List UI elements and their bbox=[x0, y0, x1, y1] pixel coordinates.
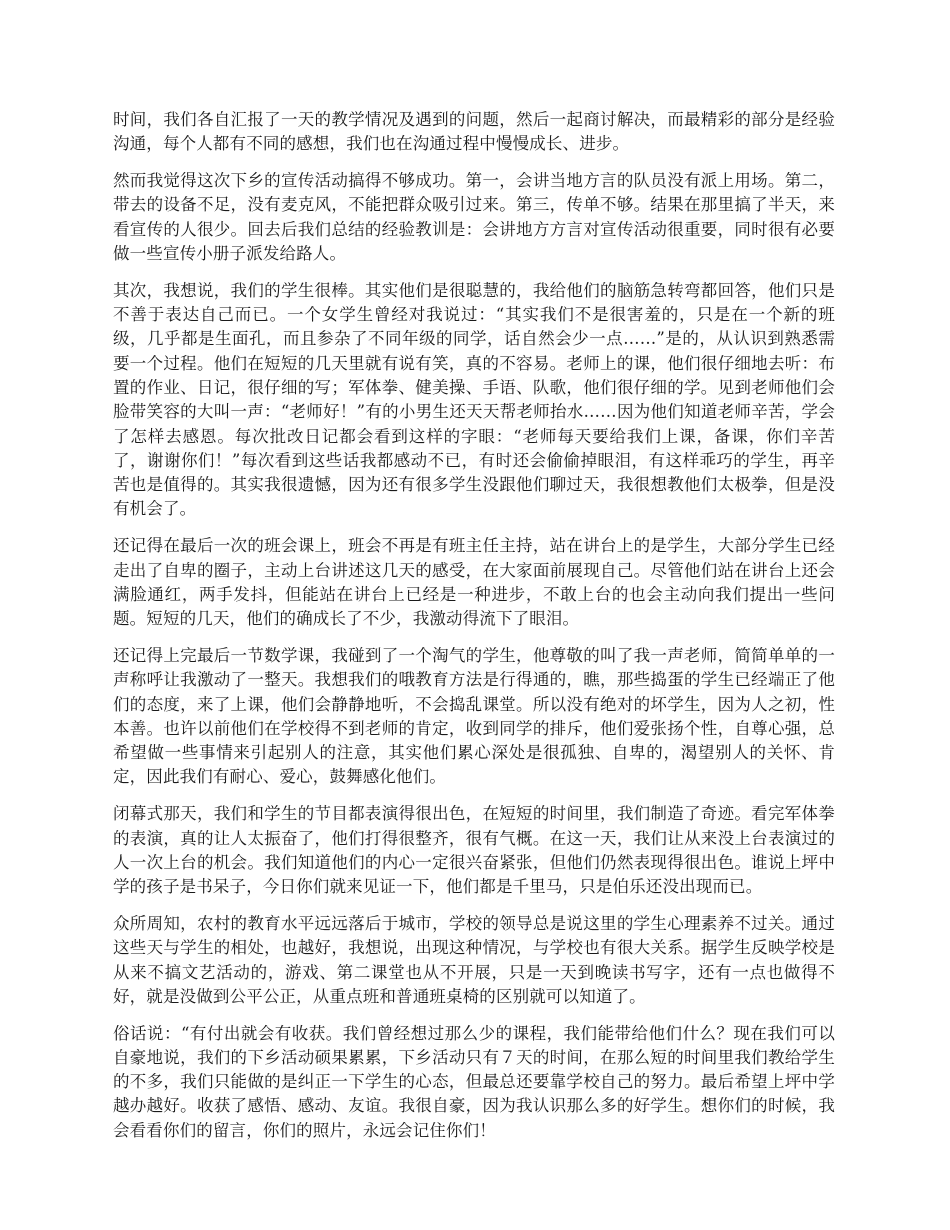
document-body bbox=[113, 108, 835, 1156]
paragraph-4: 还记得在最后一次的班会课上，班会不再是有班主任主持，站在讲台上的是学生，大部分学生已经走出了自卑的圈子，主动上台讲述这几天的感受，在大家面前展现自己。尽管他们站在讲台上还会满脸通红，两手发抖，但能站在讲台上已经是一种进步，不敢上台的也会主动向我们提出一些问题。短短的几天，他们的确成长了不少，我激动得流下了眼泪。 bbox=[113, 536, 835, 629]
paragraph-5: 还记得上完最后一节数学课，我碰到了一个淘气的学生，他尊敬的叫了我一声老师，简简单单的一声称呼让我激动了一整天。我想我们的哦教育方法是行得通的，瞧，那些捣蛋的学生已经端正了他们的态度，来了上课，他们会静静地听，不会捣乱课堂。所以没有绝对的坏学生，因为人之初，性本善。也许以前他们在学校得不到老师的肯定，收到同学的排斥，他们爱张扬个性，自尊心强，总希望做一些事情来引起别人的注意，其实他们累心深处是很孤独、自卑的，渴望别人的关怀、肯定，因此我们有耐心、爱心，鼓舞感化他们。 bbox=[113, 645, 835, 787]
paragraph-8: 俗话说：“有付出就会有收获。我们曾经想过那么少的课程，我们能带给他们什么？现在我们可以自豪地说，我们的下乡活动硕果累累，下乡活动只有７天的时间，在那么短的时间里我们教给学生的不多，我们只能做的是纠正一下学生的心态，但最总还要靠学校自己的努力。最后希望上坪中学越办越好。收获了感悟、感动、友谊。我很自豪，因为我认识那么多的好学生。想你们的时候，我会看看你们的留言，你们的照片，永远会记住你们！ bbox=[113, 1023, 835, 1140]
paragraph-2: 然而我觉得这次下乡的宣传活动搞得不够成功。第一，会讲当地方言的队员没有派上用场。第二，带去的设备不足，没有麦克风，不能把群众吸引过来。第三，传单不够。结果在那里搞了半天，来看宣传的人很少。回去后我们总结的经验教训是：会讲地方方言对宣传活动很重要，同时很有必要做一些宣传小册子派发给路人。 bbox=[113, 171, 835, 263]
paragraph-7: 众所周知，农村的教育水平远远落后于城市，学校的领导总是说这里的学生心理素养不过关。通过这些天与学生的相处，也越好，我想说，出现这种情况，与学校也有很大关系。据学生反映学校是从来不搞文艺活动的，游戏、第二课堂也从不开展，只是一天到晚读书写字，还有一点也做得不好，就是没做到公平公正，从重点班和普通班桌椅的区别就可以知道了。 bbox=[113, 913, 835, 1006]
paragraph-1: 时间，我们各自汇报了一天的教学情况及遇到的问题，然后一起商讨解决，而最精彩的部分是经验沟通，每个人都有不同的感想，我们也在沟通过程中慢慢成长、进步。 bbox=[113, 110, 835, 154]
paragraph-3: 其次，我想说，我们的学生很棒。其实他们是很聪慧的，我给他们的脑筋急转弯都回答，他们只是不善于表达自己而已。一个女学生曾经对我说过：“其实我们不是很害羞的，只是在一个新的班级，几乎都是生面孔，而且参杂了不同年级的同学，话自然会少一点……”是的，从认识到熟悉需要一个过程。他们在短短的几天里就有说有笑，真的不容易。老师上的课，他们很仔细地去听：布置的作业、日记，很仔细的写；军体拳、健美操、手语、队歌，他们很仔细的学。见到老师他们会脸带笑容的大叫一声：“老师好！”有的小男生还天天帮老师抬水……因为他们知道老师辛苦，学会了怎样去感恩。每次批改日记都会看到这样的字眼：“老师每天要给我们上课，备课，你们辛苦了，谢谢你们！”每次看到这些话我都感动不已，有时还会偷偷掉眼泪，有这样乖巧的学生，再辛苦也是值得的。其实我很遗憾，因为还有很多学生没跟他们聊过天，我很想教他们太极拳，但是没有机会了。 bbox=[113, 280, 835, 519]
paragraph-6: 闭幕式那天，我们和学生的节目都表演得很出色，在短短的时间里，我们制造了奇迹。看完军体拳的表演，真的让人太振奋了，他们打得很整齐，很有气概。在这一天，我们让从来没上台表演过的人一次上台的机会。我们知道他们的内心一定很兴奋紧张，但他们仍然表现得很出色。谁说上坪中学的孩子是书呆子，今日你们就来见证一下，他们都是千里马，只是伯乐还没出现而已。 bbox=[113, 804, 835, 897]
